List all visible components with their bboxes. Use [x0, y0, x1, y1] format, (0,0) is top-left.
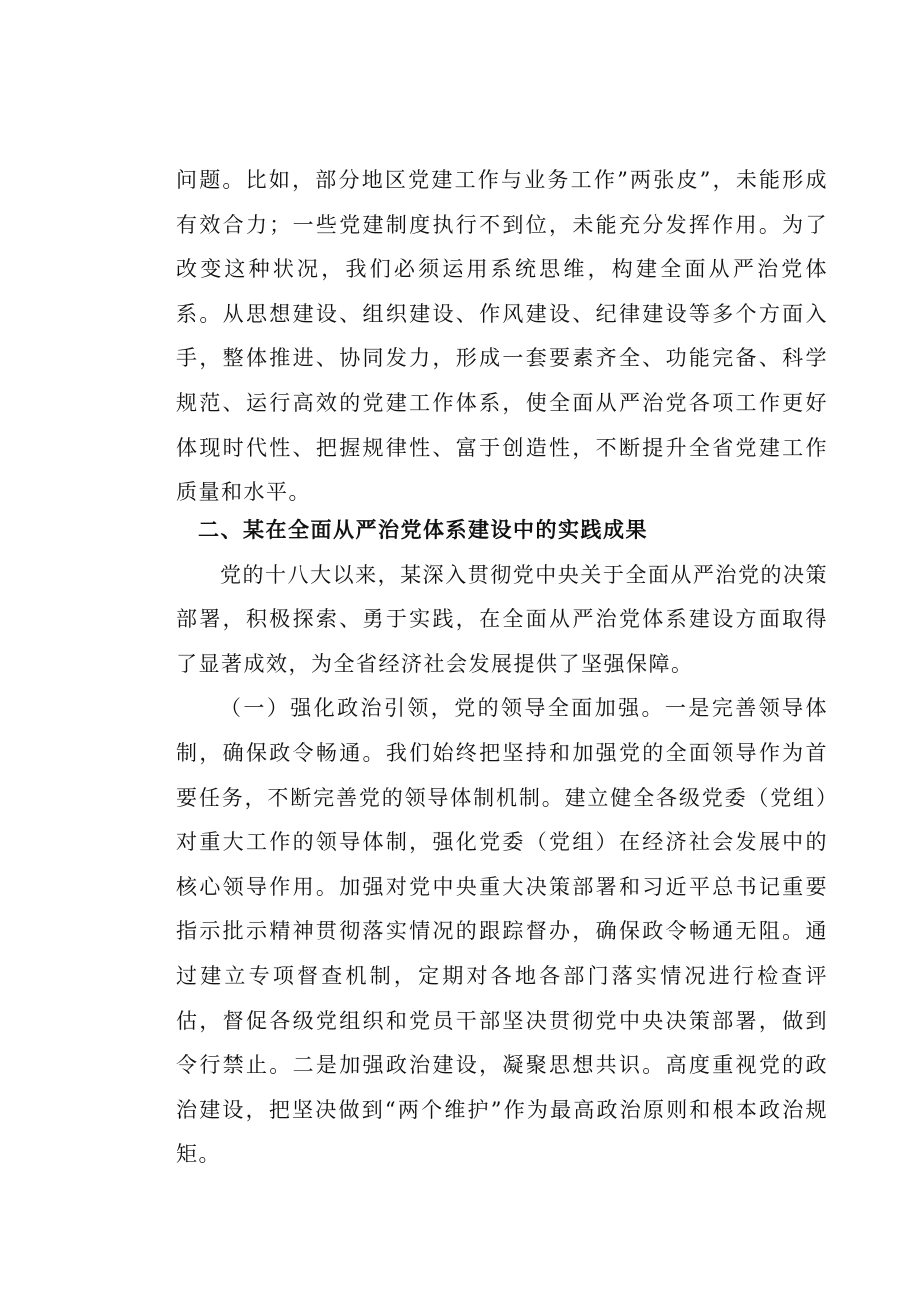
- paragraph-continuation: 问题。比如，部分地区党建工作与业务工作”两张皮”，未能形成有效合力；一些党建制度执行不到位，未能充分发挥作用。为了改变这种状况，我们必须运用系统思维，构建全面从严治党体系。从思想建设、组织建设、作风建设、纪律建设等多个方面入手，整体推进、协同发力，形成一套要素齐全、功能完备、科学规范、运行高效的党建工作体系，使全面从严治党各项工作更好体现时代性、把握规律性、富于创造性，不断提升全省党建工作质量和水平。: [176, 168, 828, 505]
- document-body-top: [176, 158, 828, 515]
- paragraph-intro: 党的十八大以来，某深入贯彻党中央关于全面从严治党的决策部署，积极探索、勇于实践，在全面从严治党体系建设方面取得了显著成效，为全省经济社会发展提供了坚强保障。: [176, 562, 828, 676]
- section-heading: 二、某在全面从严治党体系建设中的实践成果: [198, 518, 648, 542]
- paragraph-political-leadership: （一）强化政治引领，党的领导全面加强。一是完善领导体制，确保政令畅通。我们始终把坚持和加强党的全面领导作为首要任务，不断完善党的领导体制机制。建立健全各级党委（党组）对重大工作的领导体制，强化党委（党组）在经济社会发展中的核心领导作用。加强对党中央重大决策部署和习近平总书记重要指示批示精神贯彻落实情况的跟踪督办，确保政令畅通无阻。通过建立专项督查机制，定期对各地各部门落实情况进行检查评估，督促各级党组织和党员干部坚决贯彻党中央决策部署，做到令行禁止。二是加强政治建设，凝聚思想共识。高度重视党的政治建设，把坚决做到“两个维护”作为最高政治原则和根本政治规矩。: [176, 696, 828, 1167]
- document-body-bottom: [176, 508, 828, 1177]
